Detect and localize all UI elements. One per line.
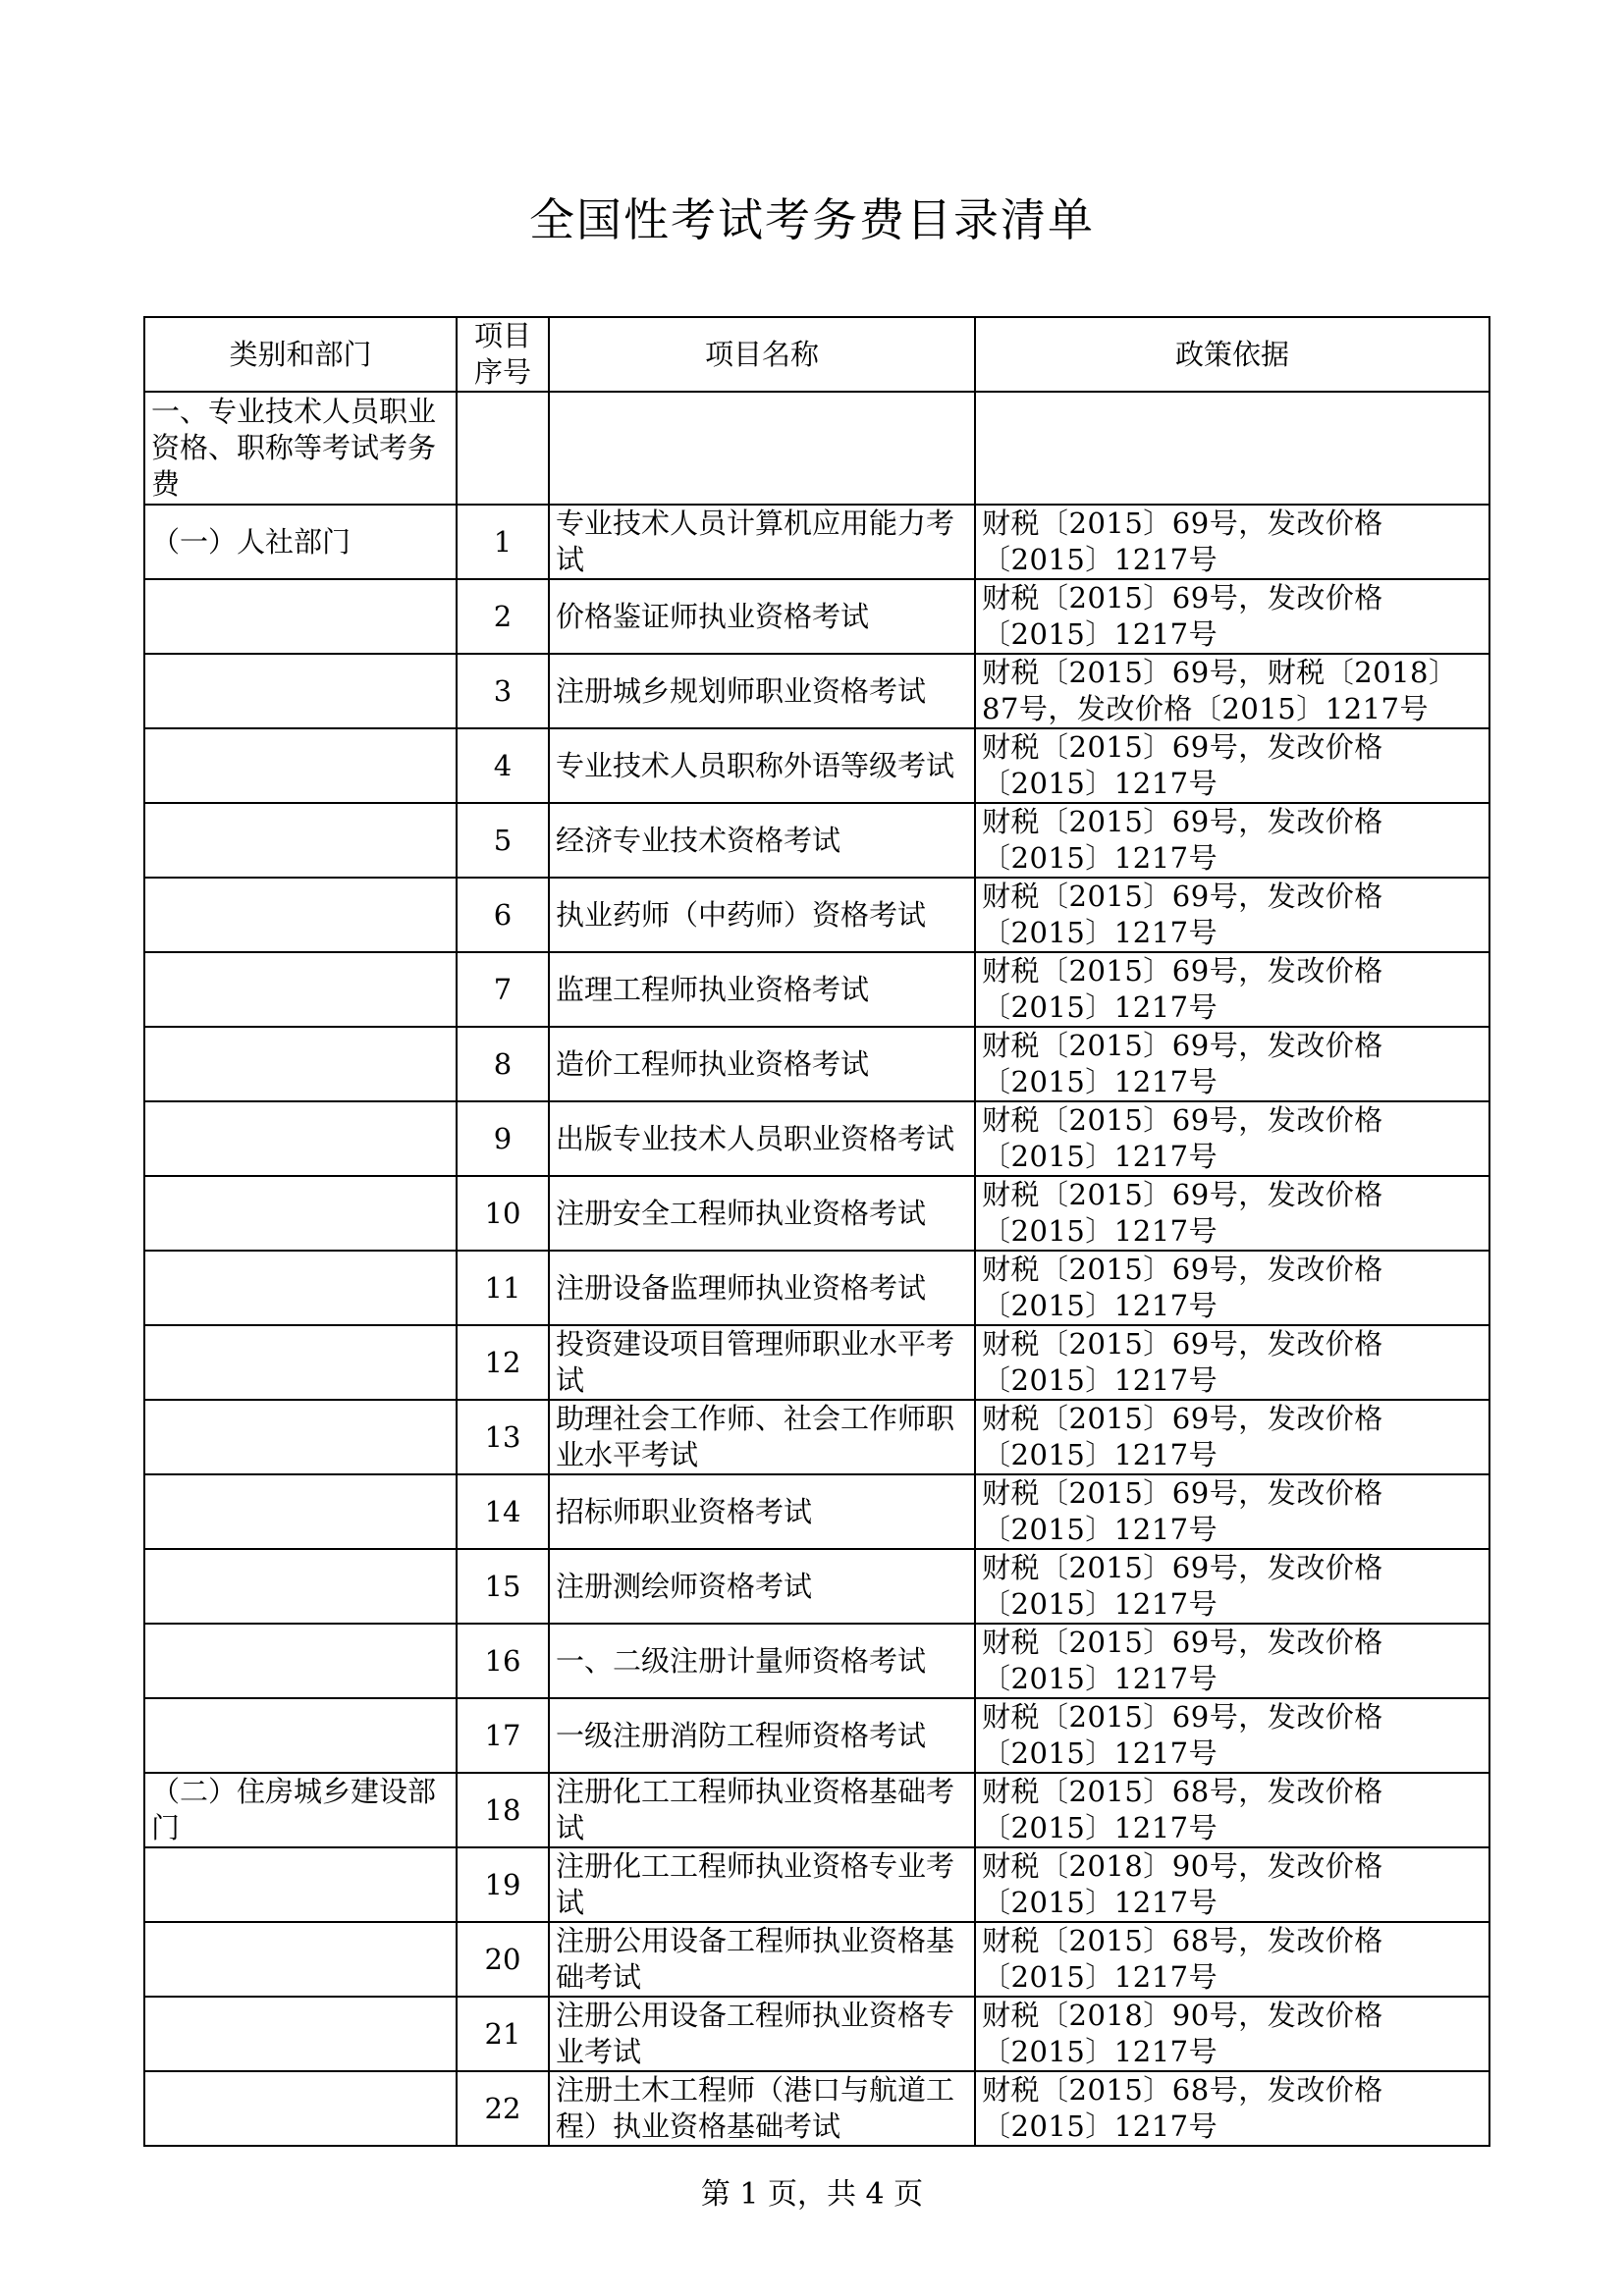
category-cell (144, 1176, 457, 1251)
name-cell: 专业技术人员计算机应用能力考试 (549, 505, 975, 579)
basis-cell: 财税〔2015〕68号，发改价格〔2015〕1217号 (975, 2071, 1489, 2146)
basis-cell: 财税〔2015〕69号，发改价格〔2015〕1217号 (975, 878, 1489, 952)
category-cell (144, 1549, 457, 1624)
table-row (144, 2071, 1489, 2146)
seq-cell: 12 (457, 1325, 549, 1400)
table-row (144, 1474, 1489, 1549)
name-cell: 注册城乡规划师职业资格考试 (549, 654, 975, 728)
table-row (144, 505, 1489, 579)
seq-cell: 4 (457, 728, 549, 803)
basis-cell: 财税〔2015〕69号，发改价格〔2015〕1217号 (975, 1325, 1489, 1400)
name-cell: 价格鉴证师执业资格考试 (549, 579, 975, 654)
seq-cell: 8 (457, 1027, 549, 1101)
table-row (144, 1400, 1489, 1474)
basis-cell: 财税〔2015〕69号，发改价格〔2015〕1217号 (975, 1624, 1489, 1698)
seq-cell: 16 (457, 1624, 549, 1698)
section-basis-cell (975, 392, 1489, 505)
seq-cell: 21 (457, 1997, 549, 2071)
page-title: 全国性考试考务费目录清单 (529, 193, 1095, 246)
name-cell: 助理社会工作师、社会工作师职业水平考试 (549, 1400, 975, 1474)
category-cell (144, 1624, 457, 1698)
table-row (144, 1997, 1489, 2071)
name-cell: 出版专业技术人员职业资格考试 (549, 1101, 975, 1176)
basis-cell: 财税〔2015〕69号，发改价格〔2015〕1217号 (975, 1549, 1489, 1624)
name-cell: 造价工程师执业资格考试 (549, 1027, 975, 1101)
name-cell: 一级注册消防工程师资格考试 (549, 1698, 975, 1773)
header-basis: 政策依据 (975, 317, 1489, 392)
basis-cell: 财税〔2015〕68号，发改价格〔2015〕1217号 (975, 1773, 1489, 1847)
basis-cell: 财税〔2015〕69号，发改价格〔2015〕1217号 (975, 1474, 1489, 1549)
table-row (144, 1101, 1489, 1176)
table-row (144, 1549, 1489, 1624)
seq-cell: 2 (457, 579, 549, 654)
table-row (144, 1624, 1489, 1698)
basis-cell: 财税〔2015〕69号，发改价格〔2015〕1217号 (975, 1698, 1489, 1773)
category-cell (144, 878, 457, 952)
table-row (144, 1251, 1489, 1325)
seq-cell: 14 (457, 1474, 549, 1549)
category-cell (144, 1400, 457, 1474)
header-seq-label: 项目 序号 (473, 319, 531, 389)
name-cell: 注册土木工程师（港口与航道工程）执业资格基础考试 (549, 2071, 975, 2146)
category-cell (144, 1325, 457, 1400)
table-row (144, 728, 1489, 803)
seq-cell: 11 (457, 1251, 549, 1325)
category-cell (144, 1027, 457, 1101)
basis-cell: 财税〔2015〕69号，财税〔2018〕87号，发改价格〔2015〕1217号 (975, 654, 1489, 728)
name-cell: 执业药师（中药师）资格考试 (549, 878, 975, 952)
seq-cell: 20 (457, 1922, 549, 1997)
name-cell: 注册公用设备工程师执业资格专业考试 (549, 1997, 975, 2071)
basis-cell: 财税〔2015〕69号，发改价格〔2015〕1217号 (975, 1176, 1489, 1251)
basis-cell: 财税〔2015〕69号，发改价格〔2015〕1217号 (975, 505, 1489, 579)
category-cell (144, 1101, 457, 1176)
table-row (144, 952, 1489, 1027)
table-row (144, 1027, 1489, 1101)
table-row (144, 878, 1489, 952)
seq-cell: 5 (457, 803, 549, 878)
name-cell: 注册测绘师资格考试 (549, 1549, 975, 1624)
name-cell: 监理工程师执业资格考试 (549, 952, 975, 1027)
table-row (144, 1773, 1489, 1847)
seq-cell: 13 (457, 1400, 549, 1474)
name-cell: 注册设备监理师执业资格考试 (549, 1251, 975, 1325)
category-cell (144, 2071, 457, 2146)
page-footer: 第 1 页，共 4 页 (700, 2177, 924, 2212)
category-cell (144, 1474, 457, 1549)
seq-cell: 19 (457, 1847, 549, 1922)
basis-cell: 财税〔2015〕69号，发改价格〔2015〕1217号 (975, 1400, 1489, 1474)
table-row (144, 1176, 1489, 1251)
category-cell (144, 728, 457, 803)
basis-cell: 财税〔2015〕69号，发改价格〔2015〕1217号 (975, 1027, 1489, 1101)
basis-cell: 财税〔2018〕90号，发改价格〔2015〕1217号 (975, 1997, 1489, 2071)
name-cell: 注册化工工程师执业资格基础考试 (549, 1773, 975, 1847)
name-cell: 一、二级注册计量师资格考试 (549, 1624, 975, 1698)
category-cell (144, 1847, 457, 1922)
table-header-row (144, 317, 1489, 392)
category-cell (144, 1251, 457, 1325)
section-name-cell (549, 392, 975, 505)
basis-cell: 财税〔2015〕69号，发改价格〔2015〕1217号 (975, 1101, 1489, 1176)
category-cell (144, 1997, 457, 2071)
name-cell: 注册化工工程师执业资格专业考试 (549, 1847, 975, 1922)
seq-cell: 1 (457, 505, 549, 579)
fee-catalog-table (143, 316, 1490, 2147)
category-cell: （二）住房城乡建设部门 (144, 1773, 457, 1847)
table-row (144, 803, 1489, 878)
basis-cell: 财税〔2015〕69号，发改价格〔2015〕1217号 (975, 803, 1489, 878)
name-cell: 经济专业技术资格考试 (549, 803, 975, 878)
category-cell: （一）人社部门 (144, 505, 457, 579)
table-row (144, 1847, 1489, 1922)
basis-cell: 财税〔2015〕68号，发改价格〔2015〕1217号 (975, 1922, 1489, 1997)
table-row (144, 579, 1489, 654)
category-cell (144, 1922, 457, 1997)
category-cell (144, 952, 457, 1027)
basis-cell: 财税〔2018〕90号，发改价格〔2015〕1217号 (975, 1847, 1489, 1922)
seq-cell: 3 (457, 654, 549, 728)
name-cell: 专业技术人员职称外语等级考试 (549, 728, 975, 803)
table-row (144, 1698, 1489, 1773)
table-row (144, 1922, 1489, 1997)
header-seq (457, 317, 549, 392)
name-cell: 招标师职业资格考试 (549, 1474, 975, 1549)
seq-cell: 22 (457, 2071, 549, 2146)
seq-cell: 7 (457, 952, 549, 1027)
category-cell (144, 654, 457, 728)
category-cell (144, 579, 457, 654)
basis-cell: 财税〔2015〕69号，发改价格〔2015〕1217号 (975, 952, 1489, 1027)
table-row (144, 654, 1489, 728)
seq-cell: 9 (457, 1101, 549, 1176)
table-row (144, 1325, 1489, 1400)
header-category: 类别和部门 (144, 317, 457, 392)
seq-cell: 15 (457, 1549, 549, 1624)
basis-cell: 财税〔2015〕69号，发改价格〔2015〕1217号 (975, 728, 1489, 803)
name-cell: 注册公用设备工程师执业资格基础考试 (549, 1922, 975, 1997)
seq-cell: 17 (457, 1698, 549, 1773)
section-seq-cell (457, 392, 549, 505)
basis-cell: 财税〔2015〕69号，发改价格〔2015〕1217号 (975, 1251, 1489, 1325)
name-cell: 注册安全工程师执业资格考试 (549, 1176, 975, 1251)
basis-cell: 财税〔2015〕69号，发改价格〔2015〕1217号 (975, 579, 1489, 654)
category-cell (144, 1698, 457, 1773)
seq-cell: 18 (457, 1773, 549, 1847)
name-cell: 投资建设项目管理师职业水平考试 (549, 1325, 975, 1400)
header-name: 项目名称 (549, 317, 975, 392)
seq-cell: 6 (457, 878, 549, 952)
seq-cell: 10 (457, 1176, 549, 1251)
category-cell (144, 803, 457, 878)
section-label: 一、专业技术人员职业资格、职称等考试考务费 (144, 392, 457, 505)
section-row (144, 392, 1489, 505)
